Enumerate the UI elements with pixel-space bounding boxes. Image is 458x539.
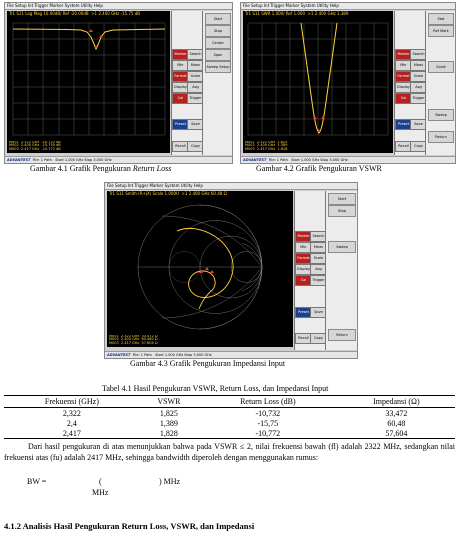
table-cell: 57,604 [338, 428, 455, 439]
figure-2-caption: Gambar 4.2 Grafik Pengukuran VSWR [256, 164, 382, 173]
analyzer-screen [7, 11, 170, 153]
softkey-stop[interactable]: Stop [205, 25, 231, 37]
marker-key[interactable]: Marker [172, 49, 189, 60]
table-row [4, 428, 455, 439]
avg-key[interactable]: Avg [187, 82, 204, 93]
table-cell: -10,772 [198, 428, 338, 439]
marker-table: M001 2.322 GHz 1.825 M002 2.400 GHz 1.389 M003 2.417 GHz 1.828 [245, 141, 288, 151]
copy-key[interactable]: Copy [187, 141, 204, 152]
scale-key[interactable]: Scale [310, 253, 327, 264]
table-row [4, 408, 455, 419]
analyzer-screen [107, 191, 293, 347]
recall-key[interactable]: Recall [295, 333, 312, 344]
softkey-panel [325, 191, 358, 350]
formula-close-unit: ) MHz [159, 477, 181, 486]
formula-open-paren: ( [99, 477, 102, 486]
table-cell: -10,732 [255, 408, 281, 418]
section-heading: 4.1.2 Analisis Hasil Pengukuran Return Loss, VSWR, dan Impedansi [4, 521, 255, 531]
analyzer-menubar: File Setup Int Trigger Marker System Utility Help [241, 3, 455, 10]
save-key[interactable]: Save [187, 119, 204, 130]
meas-key[interactable]: Meas [310, 242, 327, 253]
trace-label: Tr1 S11 Smith (R+jX) Scale 1.000U >1 2.400 GHz 60.48 Ω [109, 191, 227, 196]
marker-key[interactable]: Marker [295, 231, 312, 242]
analyzer-menubar: File Setup Int Trigger Marker System Utility Help [105, 183, 357, 190]
trace-label: Tr1 S11 Log Mag 10.00dB/ Ref -20.00dB >1 2.400 GHz -15.75 dB [9, 11, 140, 16]
trigger-key[interactable]: Trigger [410, 93, 427, 104]
hardkey-panel [294, 191, 325, 350]
analyzer-status-bar: ADVANTEST File: 1 Path Start 1.000 GHz Stop 3.000 GHz [5, 156, 232, 163]
return-loss-plot [7, 11, 170, 153]
marker-fctn-key[interactable]: Mkr [172, 60, 189, 71]
marker-table: M001 2.322 GHz 33.472 Ω M002 2.400 GHz 60.480 Ω M003 2.417 GHz 57.604 Ω [109, 335, 158, 345]
measurement-table [4, 395, 455, 439]
softkey-stop[interactable]: Stop [328, 205, 356, 217]
table-caption: Tabel 4.1 Hasil Pengukuran VSWR, Return Loss, dan Impedansi Input [102, 384, 329, 393]
table-cell: 2,4 [66, 418, 77, 428]
softkey-span[interactable]: Span [205, 49, 231, 61]
table-cell: 2,322 [62, 408, 81, 418]
scale-key[interactable]: Scale [187, 71, 204, 82]
marker-2 [205, 267, 209, 270]
softkey-panel [425, 11, 456, 155]
avg-key[interactable]: Avg [310, 264, 327, 275]
table-cell: 1,389 [159, 418, 178, 428]
hardkey-panel [394, 11, 425, 155]
table-cell: 1,828 [140, 428, 198, 439]
search-key[interactable]: Search [410, 49, 427, 60]
softkey-scale[interactable]: Scale [428, 61, 454, 73]
hardkey-panel [171, 11, 202, 155]
table-row [4, 418, 455, 428]
column-header: Return Loss (dB) [198, 396, 338, 408]
scale-key[interactable]: Scale [410, 71, 427, 82]
softkey-center[interactable]: Center [205, 37, 231, 49]
formula-lhs: BW = [27, 477, 47, 486]
trigger-key[interactable]: Trigger [310, 275, 327, 286]
analyzer-menubar: File Setup Int Trigger Marker System Utility Help [5, 3, 232, 10]
trace-label: Tr1 S11 SWR 1.000/ Ref 1.000 >1 2.400 GHz 1.389 [245, 11, 349, 16]
marker-3 [321, 116, 325, 119]
marker-table: M001 2.322 GHz -10.732 dB M002 2.400 GHz -15.750 dB M003 2.417 GHz -10.772 dB [9, 141, 61, 151]
marker-1 [89, 29, 93, 32]
softkey-panel [202, 11, 233, 155]
table-cell: 1,825 [159, 408, 178, 418]
preset-key[interactable]: Preset [395, 119, 412, 130]
analyzer-status-bar: ADVANTEST File: 1 Path Start 1.000 GHz Stop 3.000 GHz [241, 156, 455, 163]
table-cell: -15,75 [257, 418, 279, 428]
display-key[interactable]: Display [395, 82, 412, 93]
softkey-ref-mark[interactable]: Ref Mark [428, 25, 454, 37]
formula-denominator-unit: MHz [92, 488, 109, 497]
copy-key[interactable]: Copy [410, 141, 427, 152]
plot-grid [248, 23, 388, 135]
column-header: Frekuensi (GHz) [4, 396, 140, 408]
table-cell: 33,472 [385, 408, 408, 418]
save-key[interactable]: Save [310, 307, 327, 318]
analyzer-screen [243, 11, 393, 153]
analyzer-status-bar: ADVANTEST File: 1 Path Start 1.000 GHz Stop 3.000 GHz [105, 351, 357, 358]
preset-key[interactable]: Preset [172, 119, 189, 130]
softkey-start[interactable]: Start [328, 193, 356, 205]
meas-key[interactable]: Meas [187, 60, 204, 71]
softkey-start[interactable]: Stat [428, 13, 454, 25]
recall-key[interactable]: Recall [395, 141, 412, 152]
table-header-row [4, 396, 455, 408]
cal-key[interactable]: Cal [172, 93, 189, 104]
display-key[interactable]: Display [172, 82, 189, 93]
format-key[interactable]: Format [395, 71, 412, 82]
preset-key[interactable]: Preset [295, 307, 312, 318]
softkey-sweep-setup[interactable]: Sweep Setup [205, 61, 231, 73]
display-key[interactable]: Display [295, 264, 312, 275]
meas-key[interactable]: Meas [410, 60, 427, 71]
search-key[interactable]: Search [187, 49, 204, 60]
figure-1-caption: Gambar 4.1 Grafik Pengukuran Return Loss [30, 164, 172, 173]
softkey-start[interactable]: Start [205, 13, 231, 25]
avg-key[interactable]: Avg [410, 82, 427, 93]
search-key[interactable]: Search [310, 231, 327, 242]
vswr-plot [243, 11, 393, 153]
bandwidth-formula [27, 477, 227, 501]
marker-fctn-key[interactable]: Mkr [395, 60, 412, 71]
save-key[interactable]: Save [410, 119, 427, 130]
marker-1 [313, 116, 317, 119]
column-header: Impedansi (Ω) [338, 396, 455, 408]
softkey-sweep[interactable]: Sweep [328, 241, 356, 253]
marker-key[interactable]: Marker [395, 49, 412, 60]
impedance-trace [177, 228, 233, 309]
smith-chart [107, 191, 293, 347]
vswr-trace [301, 23, 337, 133]
table-cell: 2,417 [4, 428, 140, 439]
smith-grid [138, 205, 262, 329]
figure-3-caption: Gambar 4.3 Grafik Pengukuran Impedansi Input [130, 359, 286, 368]
table-cell: 60,48 [387, 418, 406, 428]
recall-key[interactable]: Recall [172, 141, 189, 152]
figure-impedance-screenshot [104, 182, 358, 359]
format-key[interactable]: Format [295, 253, 312, 264]
softkey-return[interactable]: Return [428, 131, 454, 143]
trigger-key[interactable]: Trigger [187, 93, 204, 104]
figure-vswr-screenshot [240, 2, 456, 164]
softkey-sweep[interactable]: Sweep [428, 109, 454, 121]
column-header: VSWR [140, 396, 198, 408]
format-key[interactable]: Format [172, 71, 189, 82]
cal-key[interactable]: Cal [295, 275, 312, 286]
figure-return-loss-screenshot [4, 2, 233, 164]
softkey-return[interactable]: Return [328, 329, 356, 341]
body-paragraph: Dari hasil pengukuran di atas menunjukkan bahwa pada VSWR ≤ 2, nilai frekuensi bawah (fl) adalah 2322 MHz, sedangkan nilai frekuensi atas (fu) adalah 2417 MHz, sehingga bandwidth diperoleh dengan menggunakan rumus: [4, 442, 455, 462]
marker-fctn-key[interactable]: Mkr [295, 242, 312, 253]
cal-key[interactable]: Cal [395, 93, 412, 104]
plot-grid [13, 23, 165, 135]
marker-3 [210, 270, 214, 273]
copy-key[interactable]: Copy [310, 333, 327, 344]
